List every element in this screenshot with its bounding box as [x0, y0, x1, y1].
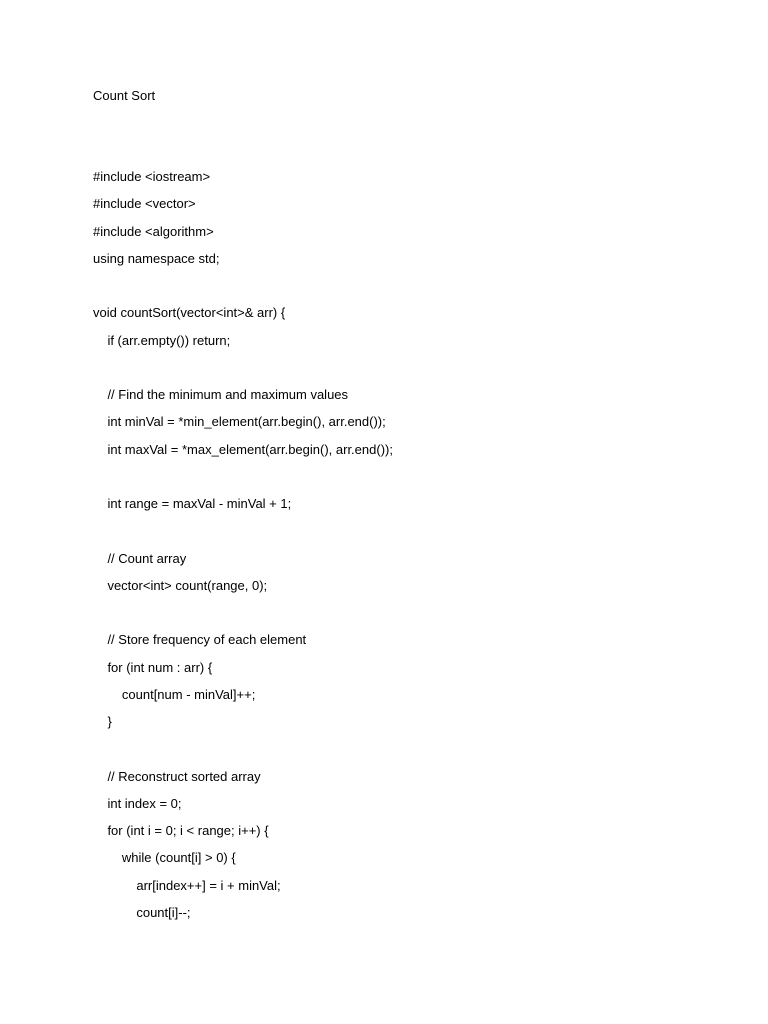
code-line: int maxVal = *max_element(arr.begin(), arr.end());	[93, 441, 393, 457]
code-line: // Find the minimum and maximum values	[93, 387, 349, 402]
code-line: int range = maxVal - minVal + 1;	[93, 496, 292, 511]
code-line: count[i]--;	[93, 904, 191, 920]
code-line: for (int i = 0; i < range; i++) {	[93, 823, 269, 838]
code-line: #include <algorithm>	[93, 223, 214, 239]
code-line	[93, 522, 733, 549]
code-line: // Count array	[93, 550, 187, 566]
code-line: arr[index++] = i + minVal;	[93, 877, 281, 893]
code-line: vector<int> count(range, 0);	[93, 577, 268, 593]
code-block	[93, 168, 733, 931]
code-line	[93, 359, 733, 386]
code-line: void countSort(vector<int>& arr) {	[93, 305, 286, 321]
code-line	[93, 277, 733, 304]
code-line: // Reconstruct sorted array	[93, 768, 261, 784]
code-line: // Store frequency of each element	[93, 632, 307, 648]
code-line: int minVal = *min_element(arr.begin(), arr.end());	[93, 414, 386, 430]
code-line: #include <vector>	[93, 196, 196, 212]
code-line	[93, 604, 733, 631]
code-line: count[num - minVal]++;	[93, 686, 256, 702]
code-line: while (count[i] > 0) {	[93, 850, 236, 866]
code-line: for (int num : arr) {	[93, 659, 213, 675]
code-line: if (arr.empty()) return;	[93, 332, 231, 348]
document-title: Count Sort	[93, 88, 156, 103]
code-line: using namespace std;	[93, 250, 220, 266]
code-line: int index = 0;	[93, 795, 182, 811]
code-line	[93, 468, 733, 495]
code-line	[93, 740, 733, 767]
code-line: }	[93, 714, 112, 729]
code-line: #include <iostream>	[93, 169, 211, 184]
